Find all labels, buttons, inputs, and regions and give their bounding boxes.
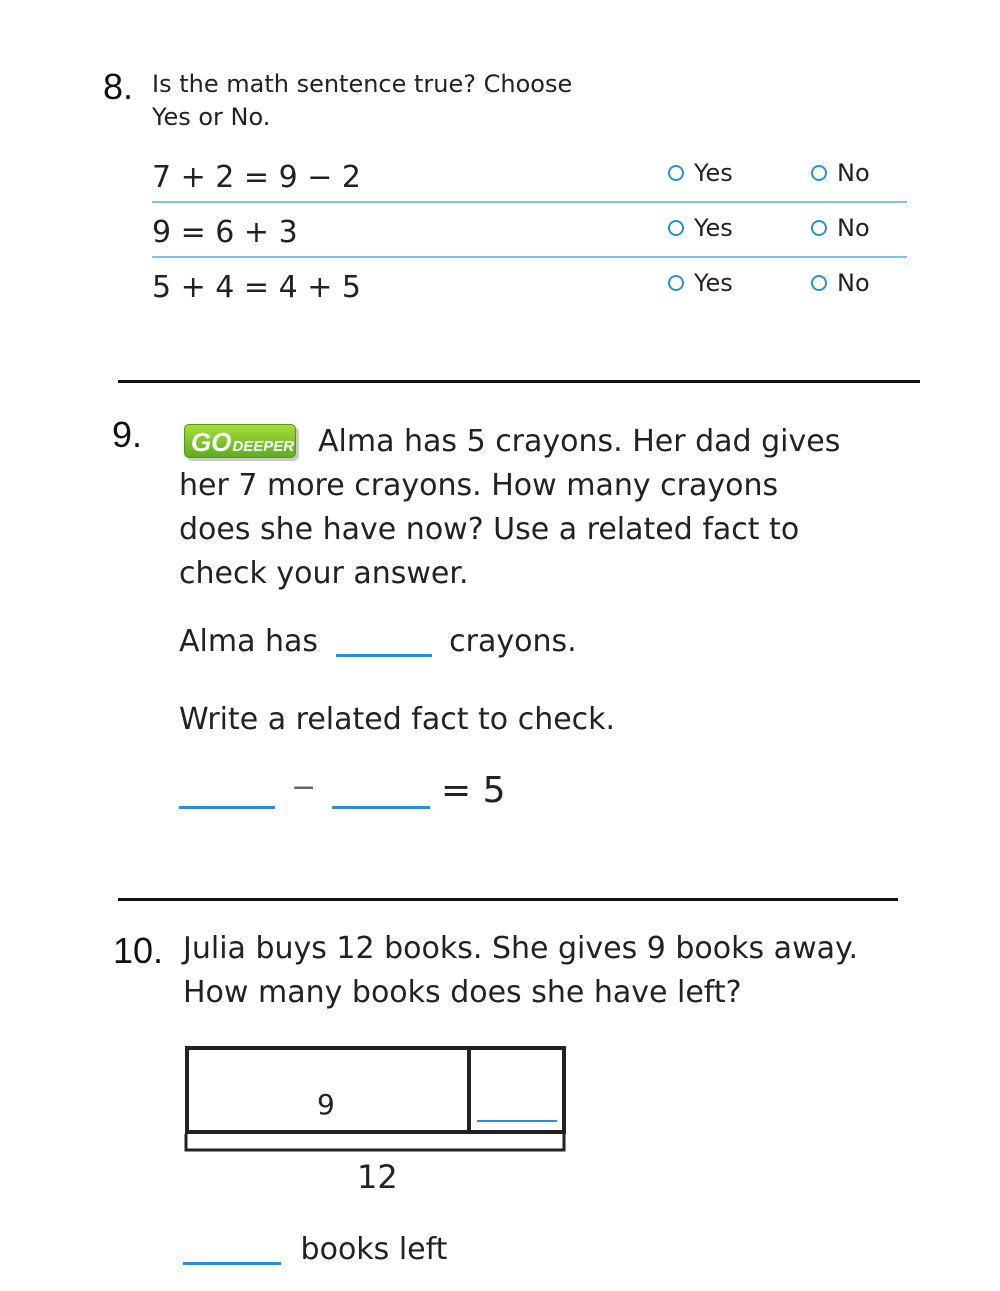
books-left-label: books left [300, 1232, 448, 1267]
bar-unknown-part [467, 1046, 566, 1134]
question-9-line1: Alma has 5 crayons. Her dad gives [318, 424, 841, 459]
section-divider [118, 380, 920, 383]
badge-deeper-text: DEEPER [232, 438, 295, 455]
section-divider [118, 898, 898, 901]
question-10-line1: Julia buys 12 books. She gives 9 books away. [183, 931, 858, 966]
equation: 7 + 2 = 9 − 2 [152, 160, 361, 195]
equation: 5 + 4 = 4 + 5 [152, 270, 361, 305]
no-option[interactable] [811, 214, 870, 242]
answer-suffix: crayons. [449, 624, 577, 659]
question-8-table [152, 155, 907, 311]
yes-label: Yes [694, 269, 733, 297]
yes-option[interactable] [668, 269, 733, 297]
question-9-line4: check your answer. [179, 556, 469, 591]
question-8-prompt-line1: Is the math sentence true? Choose [152, 70, 573, 98]
question-10-line2: How many books does she have left? [183, 975, 742, 1010]
go-deeper-badge [184, 424, 296, 458]
bar-known-value: 9 [317, 1088, 335, 1121]
no-radio[interactable] [811, 165, 827, 181]
subtrahend-blank[interactable] [332, 774, 430, 809]
crayons-answer-blank[interactable] [336, 622, 432, 657]
yes-label: Yes [694, 214, 733, 242]
equation: 9 = 6 + 3 [152, 215, 298, 250]
question-10-answer-row [183, 1228, 447, 1272]
yes-radio[interactable] [668, 220, 684, 236]
no-option[interactable] [811, 269, 870, 297]
question-10-number: 10. [113, 930, 164, 971]
minuend-blank[interactable] [179, 774, 275, 809]
related-fact-prompt: Write a related fact to check. [179, 702, 616, 737]
no-option[interactable] [811, 159, 870, 187]
question-9-line2: her 7 more crayons. How many crayons [179, 468, 779, 503]
no-radio[interactable] [811, 220, 827, 236]
question-8-number: 8. [103, 66, 134, 107]
yes-radio[interactable] [668, 275, 684, 291]
table-row [152, 258, 907, 311]
badge-go-text: GO [191, 427, 232, 457]
bar-unknown-blank[interactable] [477, 1090, 557, 1122]
equals-five: = 5 [441, 770, 506, 811]
table-row [152, 203, 907, 256]
yes-option[interactable] [668, 159, 733, 187]
bar-known-part [185, 1046, 471, 1134]
question-8-prompt [152, 68, 572, 134]
yes-option[interactable] [668, 214, 733, 242]
bar-total-value: 12 [357, 1158, 398, 1196]
minus-sign: − [291, 770, 317, 805]
question-9-number: 9. [112, 414, 143, 455]
no-label: No [837, 159, 870, 187]
answer-prefix: Alma has [179, 624, 319, 659]
bar-model [185, 1046, 566, 1134]
question-9-answer-row [179, 620, 577, 664]
question-8-prompt-line2: Yes or No. [152, 103, 271, 131]
table-row [152, 155, 907, 201]
yes-label: Yes [694, 159, 733, 187]
no-label: No [837, 214, 870, 242]
question-9-line3: does she have now? Use a related fact to [179, 512, 800, 547]
no-label: No [837, 269, 870, 297]
no-radio[interactable] [811, 275, 827, 291]
total-bracket [183, 1132, 569, 1154]
yes-radio[interactable] [668, 165, 684, 181]
books-left-blank[interactable] [183, 1230, 281, 1265]
